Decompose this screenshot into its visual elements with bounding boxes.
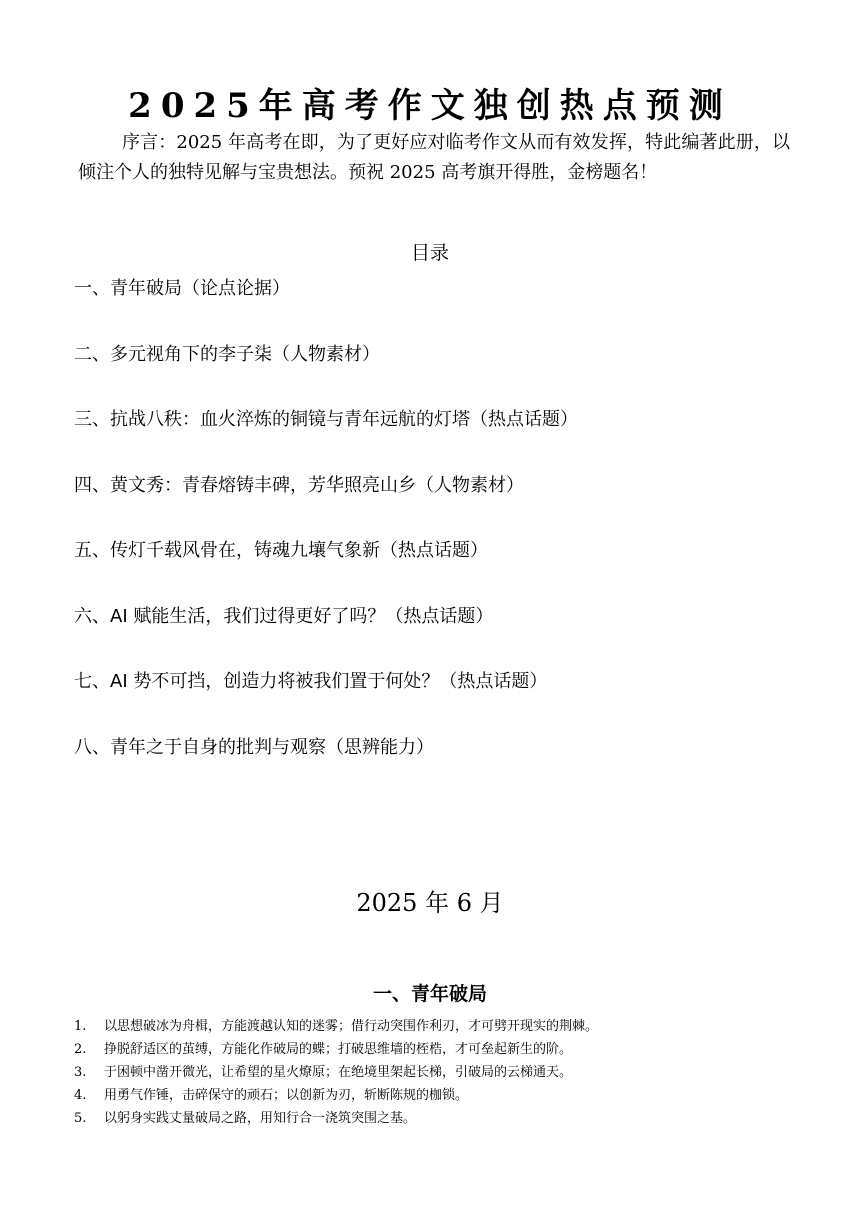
section-title: 一、青年破局 <box>372 983 487 1005</box>
list-item-text: 以躬身实践丈量破局之路，用知行合一浇筑突围之基。 <box>104 1111 417 1126</box>
list-item <box>74 1040 794 1063</box>
toc-item: 三、抗战八秩：血火淬炼的铜镜与青年远航的灯塔（热点话题） <box>74 409 578 430</box>
list-item-number: 1. <box>74 1019 87 1034</box>
toc-heading: 目录 <box>410 242 449 264</box>
publication-date: 2025 年 6 月 <box>356 889 504 917</box>
toc-item: 五、传灯千载风骨在，铸魂九壤气象新（热点话题） <box>74 540 488 561</box>
list-item <box>74 1086 794 1109</box>
list-item-number: 4. <box>74 1088 87 1103</box>
list-item-number: 2. <box>74 1042 87 1057</box>
toc-item: 二、多元视角下的李子柒（人物素材） <box>74 343 380 365</box>
list-item-text: 以思想破冰为舟楫，方能渡越认知的迷雾；借行动突围作利刃，才可劈开现实的荆棘。 <box>104 1019 599 1034</box>
toc-item: 一、青年破局（论点论据） <box>74 278 290 299</box>
list-item-text: 于困顿中凿开微光，让希望的星火燎原；在绝境里架起长梯，引破局的云梯通天。 <box>104 1065 573 1080</box>
page-title: 2025年高考作文独创热点预测 <box>128 86 732 126</box>
list-item-number: 5. <box>74 1111 87 1126</box>
toc-item: 六、AI 赋能生活，我们过得更好了吗？（热点话题） <box>74 605 494 627</box>
list-item-text: 用勇气作锤，击碎保守的顽石；以创新为刃，斩断陈规的枷锁。 <box>104 1088 469 1103</box>
list-item <box>74 1063 794 1086</box>
list-item-number: 3. <box>74 1065 87 1080</box>
argument-points-list <box>74 1017 794 1132</box>
list-item <box>74 1109 794 1132</box>
toc-item: 七、AI 势不可挡，创造力将被我们置于何处？（热点话题） <box>74 671 548 692</box>
list-item <box>74 1017 794 1040</box>
preface-paragraph: 序言：2025 年高考在即，为了更好应对临考作文从而有效发挥，特此编著此册，以倾注个人的独特见解与宝贵想法。预祝 2025 高考旗开得胜，金榜题名！ <box>78 132 790 183</box>
table-of-contents <box>74 276 578 800</box>
list-item-text: 挣脱舒适区的茧缚，方能化作破局的蝶；打破思维墙的桎梏，才可垒起新生的阶。 <box>104 1042 573 1057</box>
toc-item: 八、青年之于自身的批判与观察（思辨能力） <box>74 736 434 758</box>
toc-item: 四、黄文秀：青春熔铸丰碑，芳华照亮山乡（人物素材） <box>74 474 524 496</box>
